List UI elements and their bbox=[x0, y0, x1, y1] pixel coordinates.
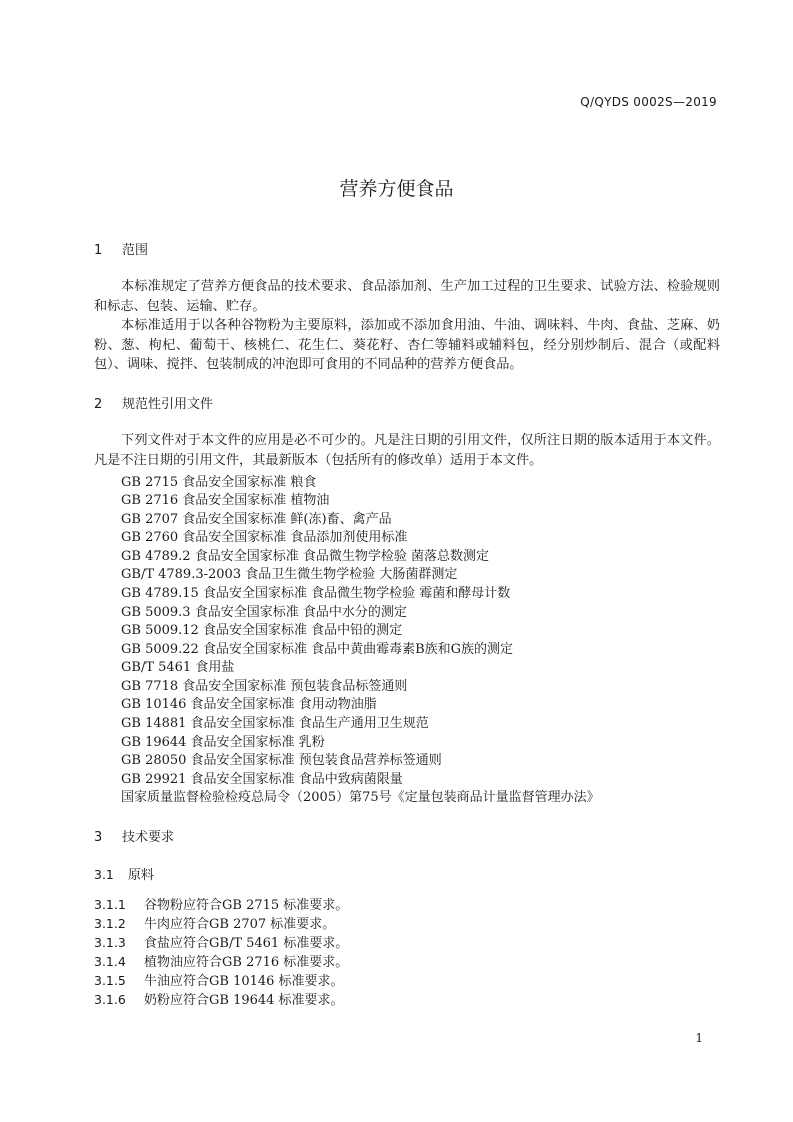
subsection-number: 3.1 bbox=[94, 867, 114, 882]
document-title: 营养方便食品 bbox=[339, 178, 454, 200]
clause-number: 3.1.5 bbox=[94, 973, 126, 988]
reference-item: GB 2760 食品安全国家标准 食品添加剂使用标准 bbox=[121, 530, 408, 545]
section-number: 2 bbox=[94, 397, 103, 412]
subsection-3-1-heading bbox=[94, 864, 154, 883]
requirement-item bbox=[94, 989, 344, 1008]
references-intro: 下列文件对于本文件的应用是必不可少的。凡是注日期的引用文件，仅所注日期的版本适用于本文件。凡是不注日期的引用文件，其最新版本（包括所有的修改单）适用于本文件。 bbox=[94, 433, 720, 468]
reference-item: GB 28050 食品安全国家标准 预包装食品营养标签通则 bbox=[121, 753, 442, 768]
section-title: 范围 bbox=[122, 243, 149, 258]
reference-item: GB 10146 食品安全国家标准 食用动物油脂 bbox=[121, 697, 377, 712]
subsection-title: 原料 bbox=[128, 868, 155, 883]
section-title: 技术要求 bbox=[122, 830, 175, 845]
clause-number: 3.1.2 bbox=[94, 916, 126, 931]
page-number: 1 bbox=[695, 1031, 703, 1045]
section-number: 1 bbox=[94, 243, 103, 258]
section-3-heading bbox=[94, 826, 174, 845]
reference-item: GB 29921 食品安全国家标准 食品中致病菌限量 bbox=[121, 772, 403, 787]
clause-text: 食盐应符合GB/T 5461 标准要求。 bbox=[144, 936, 349, 951]
section-2-heading bbox=[94, 393, 213, 412]
section-1-heading bbox=[94, 239, 148, 258]
clause-text: 奶粉应符合GB 19644 标准要求。 bbox=[144, 993, 344, 1008]
reference-item: GB 4789.2 食品安全国家标准 食品微生物学检验 菌落总数测定 bbox=[121, 549, 489, 564]
reference-item: GB/T 4789.3-2003 食品卫生微生物学检验 大肠菌群测定 bbox=[121, 567, 458, 582]
requirement-item bbox=[94, 913, 335, 932]
clause-number: 3.1.1 bbox=[94, 897, 126, 912]
section-title: 规范性引用文件 bbox=[122, 397, 214, 412]
reference-item: GB 2707 食品安全国家标准 鲜(冻)畜、禽产品 bbox=[121, 512, 392, 527]
reference-item: GB 7718 食品安全国家标准 预包装食品标签通则 bbox=[121, 679, 408, 694]
clause-text: 牛肉应符合GB 2707 标准要求。 bbox=[144, 917, 336, 932]
clause-number: 3.1.6 bbox=[94, 992, 126, 1007]
reference-item: GB 5009.22 食品安全国家标准 食品中黄曲霉毒素B族和G族的测定 bbox=[121, 642, 514, 657]
reference-item: GB 2715 食品安全国家标准 粮食 bbox=[121, 475, 317, 490]
reference-item: GB 14881 食品安全国家标准 食品生产通用卫生规范 bbox=[121, 716, 429, 731]
requirement-item bbox=[94, 932, 348, 951]
reference-item: GB 19644 食品安全国家标准 乳粉 bbox=[121, 735, 325, 750]
scope-paragraph-2: 本标准适用于以各种谷物粉为主要原料，添加或不添加食用油、牛油、调味料、牛肉、食盐、芝麻、奶粉、葱、枸杞、葡萄干、核桃仁、花生仁、葵花籽、杏仁等辅料或辅料包，经分别炒制后、混合（或配料包）、调味、搅拌、包装制成的冲泡即可食用的不同品种的营养方便食品。 bbox=[94, 318, 720, 372]
clause-text: 牛油应符合GB 10146 标准要求。 bbox=[144, 974, 344, 989]
reference-item: GB 5009.3 食品安全国家标准 食品中水分的测定 bbox=[121, 605, 407, 620]
clause-text: 谷物粉应符合GB 2715 标准要求。 bbox=[144, 898, 349, 913]
scope-paragraph-1: 本标准规定了营养方便食品的技术要求、食品添加剂、生产加工过程的卫生要求、试验方法、检验规则和标志、包装、运输、贮存。 bbox=[94, 279, 720, 314]
reference-item: GB 4789.15 食品安全国家标准 食品微生物学检验 霉菌和酵母计数 bbox=[121, 586, 511, 601]
reference-item: GB/T 5461 食用盐 bbox=[121, 660, 235, 675]
reference-item: 国家质量监督检验检疫总局令（2005）第75号《定量包装商品计量监督管理办法》 bbox=[121, 790, 600, 805]
reference-item: GB 2716 食品安全国家标准 植物油 bbox=[121, 493, 330, 508]
requirement-item bbox=[94, 894, 348, 913]
clause-text: 植物油应符合GB 2716 标准要求。 bbox=[144, 955, 349, 970]
clause-number: 3.1.3 bbox=[94, 935, 126, 950]
clause-number: 3.1.4 bbox=[94, 954, 126, 969]
requirement-item bbox=[94, 970, 344, 989]
standard-code: Q/QYDS 0002S—2019 bbox=[580, 95, 717, 109]
section-number: 3 bbox=[94, 830, 103, 845]
reference-item: GB 5009.12 食品安全国家标准 食品中铅的测定 bbox=[121, 623, 403, 638]
requirement-item bbox=[94, 951, 348, 970]
